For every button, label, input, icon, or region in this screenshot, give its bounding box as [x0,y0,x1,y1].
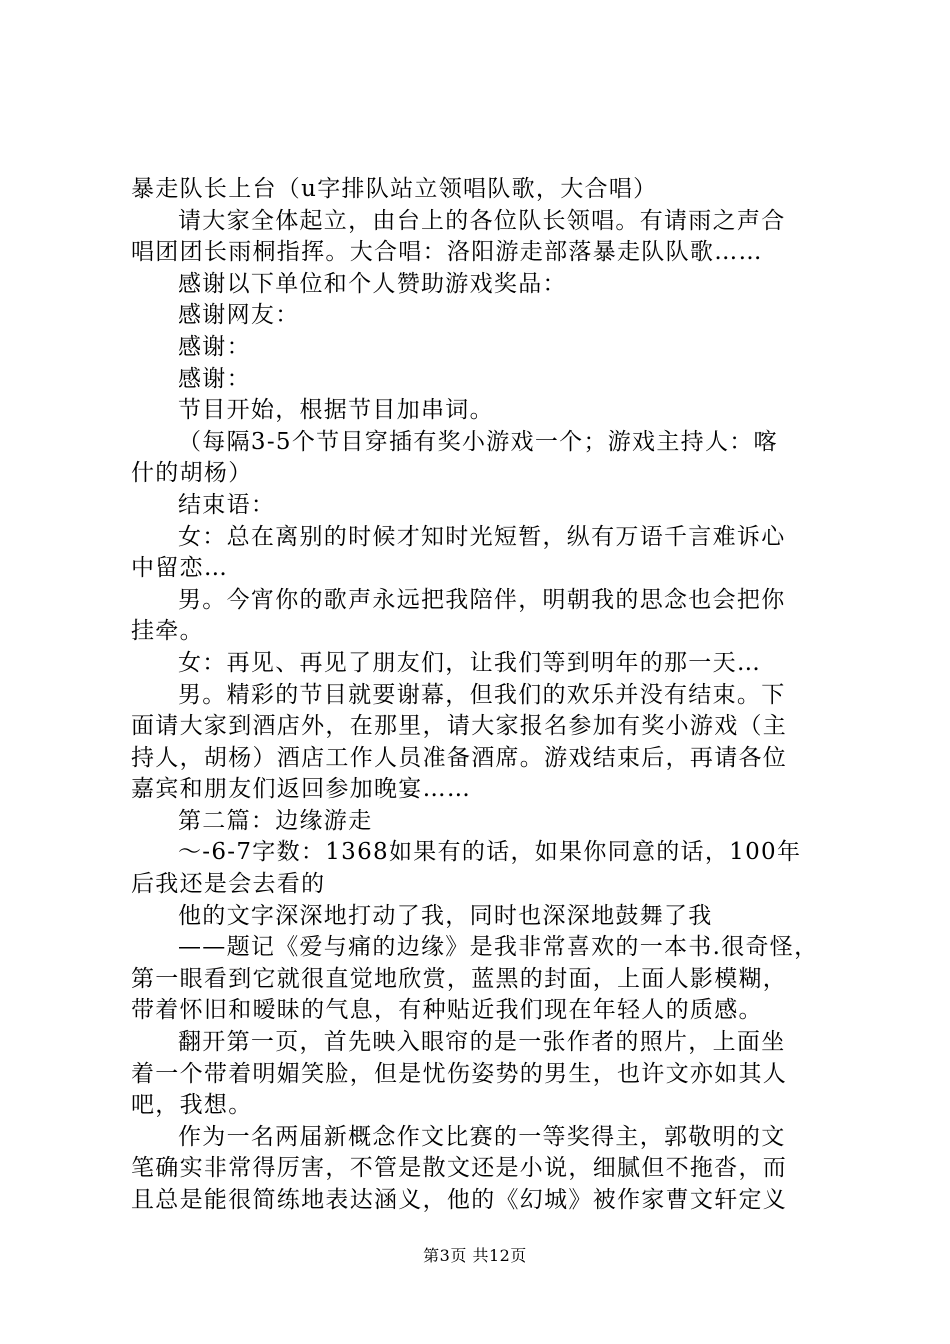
text-line: 男。今宵你的歌声永远把我陪伴，明朝我的思念也会把你 [178,586,786,613]
document-body [131,174,835,1217]
text-line: 结束语： [178,491,276,518]
text-line: 带着怀旧和暧昧的气息，有种贴近我们现在年轻人的质感。 [131,997,763,1024]
text-line: 中留恋… [131,555,229,582]
text-line: 男。精彩的节目就要谢幕，但我们的欢乐并没有结束。下 [178,681,786,708]
text-line: 感谢以下单位和个人赞助游戏奖品： [178,270,567,297]
text-line: 感谢： [178,333,251,360]
text-line: 后我还是会去看的 [131,871,326,898]
text-line: 挂牵。 [131,618,204,645]
text-line: 第一眼看到它就很直觉地欣赏，蓝黑的封面，上面人影模糊， [131,965,788,992]
text-line: 吧，我想。 [131,1092,253,1119]
text-line: ～-6-7字数：1368如果有的话，如果你同意的话，100年 [178,839,802,866]
text-line: 暴走队长上台（u字排队站立领唱队歌，大合唱） [131,176,658,202]
text-line: 他的文字深深地打动了我，同时也深深地鼓舞了我 [178,902,713,929]
text-line: 女：总在离别的时候才知时光短暂，纵有万语千言难诉心 [178,523,786,550]
text-line: 感谢网友： [178,302,300,329]
page-footer: 第3页 共12页 [423,1246,527,1265]
text-line: 女：再见、再见了朋友们，让我们等到明年的那一天… [178,649,762,676]
text-line: 第二篇：边缘游走 [178,807,373,834]
text-line: 面请大家到酒店外，在那里，请大家报名参加有奖小游戏（主 [131,713,788,740]
text-line: 笔确实非常得厉害，不管是散文还是小说，细腻但不拖沓，而 [131,1155,788,1182]
text-line: 着一个带着明媚笑脸，但是忧伤姿势的男生，也许文亦如其人 [131,1060,788,1087]
text-line: 节目开始，根据节目加串词。 [178,397,494,424]
text-line: （每隔3-5个节目穿插有奖小游戏一个；游戏主持人：喀 [178,428,778,455]
text-line: 感谢： [178,365,251,392]
text-line: 且总是能很简练地表达涵义，他的《幻城》被作家曹文轩定义 [131,1187,788,1213]
text-line: 嘉宾和朋友们返回参加晚宴…… [131,776,472,803]
text-line: ——题记《爱与痛的边缘》是我非常喜欢的一本书.很奇怪， [178,934,819,961]
text-line: 作为一名两届新概念作文比赛的一等奖得主，郭敬明的文 [178,1123,786,1150]
text-line: 唱团团长雨桐指挥。大合唱：洛阳游走部落暴走队队歌…… [131,239,763,266]
text-line: 持人，胡杨）酒店工作人员准备酒席。游戏结束后，再请各位 [131,744,788,771]
text-line: 请大家全体起立，由台上的各位队长领唱。有请雨之声合 [178,207,786,234]
text-line: 翻开第一页，首先映入眼帘的是一张作者的照片，上面坐 [178,1029,786,1056]
text-line: 什的胡杨） [131,460,253,487]
